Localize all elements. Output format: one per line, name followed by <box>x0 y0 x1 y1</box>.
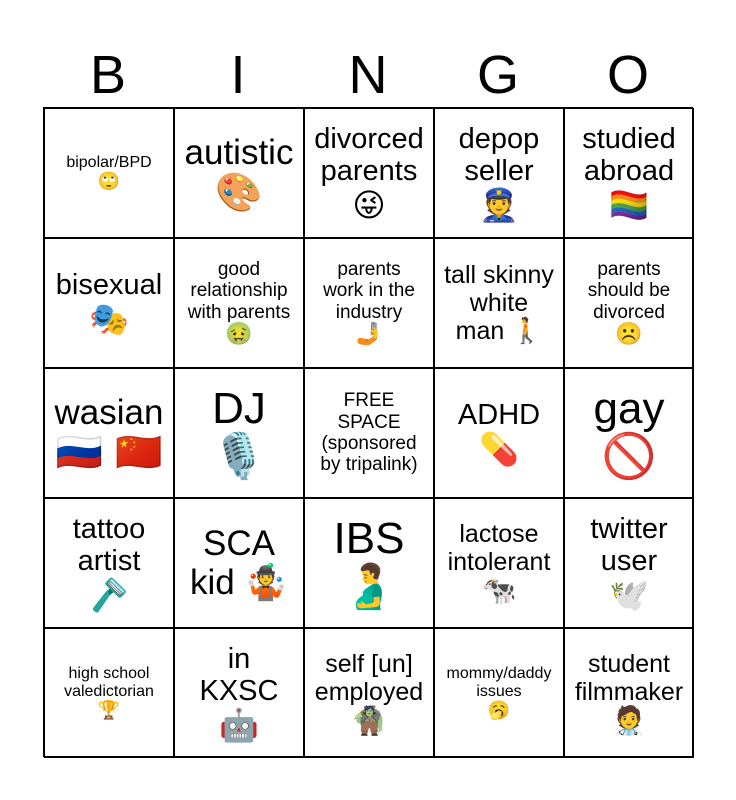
bingo-cell[interactable] <box>174 108 304 238</box>
bingo-cell[interactable] <box>304 238 434 368</box>
cell-text: parents work in the industry <box>323 259 415 323</box>
header-letter-n: N <box>348 45 388 105</box>
cell-text: divorced parents <box>314 122 424 188</box>
header-letter-i: I <box>230 45 246 105</box>
header-letter-o: O <box>606 45 649 105</box>
cell-emoji-icon: 🎨 <box>215 169 263 214</box>
bingo-cell[interactable] <box>434 368 564 498</box>
cell-text: lactose intolerant <box>447 519 551 576</box>
header-letter-b: B <box>89 45 127 105</box>
cell-text: tall skinny white man 🚶 <box>444 261 554 345</box>
cell-text: bisexual <box>55 269 163 302</box>
cell-text: mommy/daddy issues <box>446 665 552 701</box>
bingo-cell[interactable] <box>304 628 434 758</box>
cell-emoji-icon: 🕊️ <box>609 575 649 614</box>
cell-emoji-icon: 🙄 <box>97 171 121 193</box>
cell-emoji-icon: 🤳 <box>355 321 383 347</box>
cell-text: gay <box>593 384 665 434</box>
bingo-cell[interactable] <box>174 368 304 498</box>
cell-text: self [un] employed <box>314 649 424 706</box>
bingo-cell[interactable] <box>44 628 174 758</box>
cell-emoji-icon: 🐄 <box>481 573 517 607</box>
bingo-header <box>43 44 693 106</box>
cell-emoji-icon: 🤢 <box>225 321 253 347</box>
cell-text: ADHD <box>457 399 541 432</box>
cell-emoji-icon: 💊 <box>479 429 519 468</box>
bingo-cell[interactable] <box>304 498 434 628</box>
cell-text: parents should be divorced <box>587 259 671 323</box>
cell-emoji-icon: 🎙️ <box>211 431 267 483</box>
cell-emoji-icon: 🪒 <box>89 575 129 614</box>
bingo-cell[interactable] <box>44 368 174 498</box>
cell-text: DJ <box>212 384 266 434</box>
cell-text: FREE SPACE (sponsored by tripalink) <box>320 390 418 476</box>
cell-text: SCA kid 🤹 <box>189 523 289 602</box>
bingo-cell[interactable] <box>564 498 694 628</box>
cell-text: tattoo artist <box>72 512 146 578</box>
cell-text: student filmmaker <box>574 649 684 706</box>
bingo-grid <box>43 107 693 757</box>
bingo-cell[interactable] <box>564 628 694 758</box>
cell-text: good relationship with parents <box>187 259 291 323</box>
cell-text: autistic <box>184 132 294 172</box>
bingo-cell[interactable] <box>564 368 694 498</box>
bingo-cell[interactable] <box>434 108 564 238</box>
cell-text: in KXSC <box>199 642 279 708</box>
bingo-cell[interactable] <box>44 498 174 628</box>
cell-emoji-icon: 🏳️‍🌈 <box>609 185 649 224</box>
cell-emoji-icon: 🎭 <box>89 299 129 338</box>
cell-emoji-icon: 😜 <box>352 185 386 224</box>
cell-emoji-icon: ☹️ <box>615 321 643 347</box>
bingo-cell[interactable] <box>44 108 174 238</box>
cell-emoji-icon: 🏆 <box>97 700 121 721</box>
cell-emoji-icon: 🇷🇺 🇨🇳 <box>55 429 163 474</box>
bingo-cell[interactable] <box>434 628 564 758</box>
bingo-cell[interactable] <box>564 238 694 368</box>
bingo-cell[interactable] <box>304 368 434 498</box>
cell-emoji-icon: 🤖 <box>219 705 259 744</box>
cell-text: twitter user <box>590 512 668 578</box>
bingo-cell[interactable] <box>44 238 174 368</box>
cell-emoji-icon: 🚫 <box>601 431 657 483</box>
bingo-cell[interactable] <box>174 238 304 368</box>
cell-emoji-icon: 🧌 <box>351 703 387 737</box>
cell-text: wasian <box>54 392 164 432</box>
cell-emoji-icon: 🫃 <box>341 561 397 613</box>
bingo-cell[interactable] <box>434 238 564 368</box>
bingo-cell[interactable] <box>564 108 694 238</box>
bingo-cell[interactable] <box>174 628 304 758</box>
cell-emoji-icon: 👮 <box>479 185 519 224</box>
bingo-cell[interactable] <box>174 498 304 628</box>
cell-text: studied abroad <box>582 122 676 188</box>
cell-text: depop seller <box>458 122 540 188</box>
cell-text: high school valedictorian <box>64 665 154 701</box>
cell-emoji-icon: 🧑‍⚕️ <box>611 703 647 737</box>
cell-emoji-icon: 🥱 <box>487 700 511 721</box>
bingo-cell[interactable] <box>304 108 434 238</box>
cell-text: bipolar/BPD <box>66 154 152 172</box>
header-letter-g: G <box>476 45 519 105</box>
cell-text: IBS <box>333 514 405 564</box>
bingo-cell[interactable] <box>434 498 564 628</box>
